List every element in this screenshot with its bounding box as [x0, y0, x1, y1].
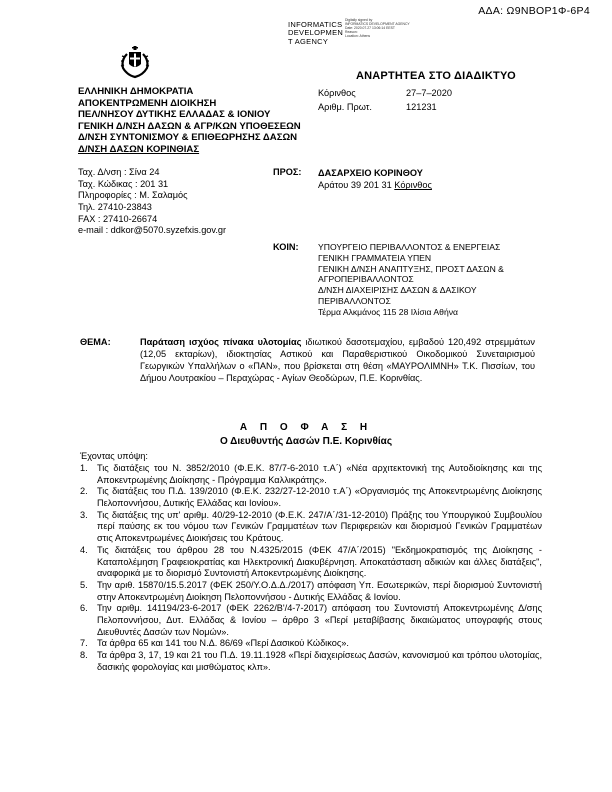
item-text: Τις διατάξεις της υπ' αριθμ. 40/29-12-2010 (Φ.Ε.Κ. 247/Α΄/31-12-2010) Πράξης του Υπουργικού Συμβουλίου περί παύσης εκ του νόμου των Γενικών Γραμματέων των Περιφερειών και διορισμού Γενικών Γραμματέων στις Αποκεντρωμένες Διοικήσεις του Κράτους.: [97, 509, 542, 544]
recipient-name: ΔΑΣΑΡΧΕΙΟ ΚΟΡΙΝΘΟΥ: [318, 168, 423, 178]
recipient-city: Κόρινθος: [394, 180, 432, 191]
date: 27–7–2020: [406, 88, 452, 98]
item-number: 3.: [80, 509, 88, 520]
list-item: [80, 603, 542, 638]
item-number: 5.: [80, 579, 88, 590]
contact-postcode: Ταχ. Κώδικας : 201 31: [78, 178, 169, 189]
item-number: 2.: [80, 486, 88, 497]
signature-detail-line: Reason:: [345, 29, 358, 34]
to-label: ΠΡΟΣ:: [273, 167, 302, 177]
signature-detail-line: INFORMATICS DEVELOPMENT AGENCY: [345, 21, 410, 26]
signature-detail-line: Location: Athens: [345, 33, 371, 38]
item-text: Τις διατάξεις του Ν. 3852/2010 (Φ.Ε.Κ. 87/7-6-2010 τ.Α΄) «Νέα αρχιτεκτονική της Αυτοδιοίκησης και της Αποκεντρωμένης Διοίκησης - Πρόγραμμα Καλλικράτης».: [97, 463, 542, 485]
issuing-authority: [78, 86, 301, 155]
list-item: [80, 580, 542, 603]
item-text: Τις διατάξεις του Π.Δ. 139/2010 (Φ.Ε.Κ. 232/27-12-2010 τ.Α΄) «Οργανισμός της Αποκεντρωμένης Διοίκησης Πελοποννήσου, Δυτικής Ελλάδας και Ιονίου».: [97, 486, 542, 509]
issuer-line: Δ/ΝΣΗ ΣΥΝΤΟΝΙΣΜΟΥ & ΕΠΙΘΕΩΡΗΣΗΣ ΔΑΣΩΝ: [78, 132, 298, 143]
greek-emblem-icon: [118, 42, 152, 83]
cc-line: Τέρμα Αλκμάνος 115 28 Ιλίσια Αθήνα: [318, 306, 458, 317]
issuer-line: ΠΕΛ/ΝΗΣΟΥ ΔΥΤΙΚΗΣ ΕΛΛΑΔΑΣ & ΙΟΝΙΟΥ: [78, 109, 271, 120]
list-item: [80, 545, 542, 580]
cc-line: ΑΓΡΟΠΕΡΙΒΑΛΛΟΝΤΟΣ: [318, 274, 414, 285]
signature-org-line: T AGENCY: [288, 36, 329, 46]
signature-org-line: INFORMATICS: [288, 20, 343, 29]
digital-signature-org: [288, 21, 343, 46]
cc-line: ΓΕΝΙΚΗ Δ/ΝΣΗ ΑΝΑΠΤΥΞΗΣ, ΠΡΟΣΤ ΔΑΣΩΝ &: [318, 263, 504, 274]
item-text: Την αριθ. 15870/15.5.2017 (ΦΕΚ 250/Υ.Ο.Δ.Δ./2017) απόφαση Υπ. Εσωτερικών, περί διορισμού Συντονιστή στην Αποκεντρωμένη Διοίκηση Πελοποννήσου - Δυτικής Ελλάδας & Ιονίου.: [97, 579, 542, 602]
item-number: 8.: [80, 650, 88, 660]
ada-code: ΑΔΑ: Ω9ΝΒΟΡ1Φ-6Ρ4: [478, 5, 590, 17]
contact-info: Πληροφορίες : Μ. Σαλαμός: [78, 190, 188, 201]
subject-body: ιδιωτικού δασοτεμαχίου, εμβαδού 120,492 στρεμμάτων (12,05 εκταρίων), ιδιοκτησίας Αστικού και Παραθεριστικού Οικοδομικού Συνεταιρισμού Γεωργικών Υπαλλήλων ο «ΠΑΝ», που βρίσκεται στη θέση «ΜΑΥΡΟΛΙΜΝΗ» Τ.Κ. Πισσίων, του Δήμου Λουτρακίου – Περαχώρας - Αγίων Θεοδώρων, Π.Ε. Κορινθίας.: [140, 337, 536, 383]
list-item: [80, 650, 542, 673]
subject-label: ΘΕΜΑ:: [80, 337, 111, 347]
item-text: Τα άρθρα 65 και 141 του Ν.Δ. 86/69 «Περί Δασικού Κώδικος».: [97, 638, 349, 649]
cc-line: Δ/ΝΣΗ ΔΙΑΧΕΙΡΙΣΗΣ ΔΑΣΩΝ & ΔΑΣΙΚΟΥ: [318, 285, 477, 296]
list-item: [80, 486, 542, 509]
place-date-block: [318, 87, 452, 115]
director-title: Ο Διευθυντής Δασών Π.Ε. Κορινθίας: [219, 436, 393, 447]
cc-line: ΓΕΝΙΚΗ ΓΡΑΜΜΑΤΕΙΑ ΥΠΕΝ: [318, 252, 432, 263]
contact-details: [78, 167, 226, 237]
recipient: [318, 167, 432, 192]
signature-detail-line: Digitally signed by: [345, 18, 373, 22]
item-number: 7.: [80, 638, 88, 649]
item-text: Την αριθμ. 141194/23-6-2017 (ΦΕΚ 2262/Β'/4-7-2017) απόφαση του Συντονιστή Αποκεντρωμένης Δ/σης Πελοποννήσου, Δυτ. Ελλάδας & Ιονίου – άρθρο 3 «Περί μεταβίβασης δικαιώματος υπογραφής στους Διευθυντές Δασών των Νομών».: [97, 603, 542, 637]
decision-title: Α Π Ο Φ Α Σ Η: [239, 422, 373, 433]
item-text: Τα άρθρα 3, 17, 19 και 21 του Π.Δ. 19.11.1928 «Περί διαχειρίσεως Δασών, κανονισμού και τρόπου υλοτομίας, δασικής φορολογίας και μισθώματος κλπ».: [97, 650, 542, 672]
digital-signature-details: [345, 19, 410, 39]
list-item: [80, 510, 542, 545]
contact-phone: Τηλ. 27410-23843: [78, 202, 152, 213]
contact-email: e-mail : ddkor@5070.syzefxis.gov.gr: [78, 225, 227, 236]
cc-line: ΠΕΡΙΒΑΛΛΟΝΤΟΣ: [318, 296, 391, 307]
list-item: [80, 463, 542, 486]
signature-org-line: DEVELOPMEN: [288, 28, 344, 38]
protocol-number: 121231: [406, 101, 437, 112]
item-number: 1.: [80, 463, 88, 473]
issuer-line: ΓΕΝΙΚΗ Δ/ΝΣΗ ΔΑΣΩΝ & ΑΓΡ/ΚΩΝ ΥΠΟΘΕΣΕΩΝ: [78, 120, 301, 132]
item-number: 6.: [80, 603, 88, 614]
cc-line: ΥΠΟΥΡΓΕΙΟ ΠΕΡΙΒΑΛΛΟΝΤΟΣ & ΕΝΕΡΓΕΙΑΣ: [318, 242, 501, 252]
contact-fax: FAX : 27410-26674: [78, 213, 158, 224]
issuer-line: ΕΛΛΗΝΙΚΗ ΔΗΜΟΚΡΑΤΙΑ: [78, 86, 194, 97]
issuer-line: ΑΠΟΚΕΝΤΡΩΜΕΝΗ ΔΙΟΙΚΗΣΗ: [78, 97, 217, 109]
issuer-line: Δ/ΝΣΗ ΔΑΣΩΝ ΚΟΡΙΝΘΙΑΣ: [78, 143, 200, 155]
cc-recipient: [318, 242, 504, 318]
list-item: [80, 638, 542, 650]
recipient-address: Αράτου 39 201 31: [318, 180, 392, 191]
item-text: Τις διατάξεις του άρθρου 28 του Ν.4325/2015 (ΦΕΚ 47/Α΄/2015) "Εκδημοκρατισμός της Διοίκησης - Καταπολέμηση Γραφειοκρατίας και Ηλεκτρονική Διακυβέρνηση. Αποκατάσταση αδικιών και άλλες διατάξεις", αναφορικά με το διορισμό Συντονιστή Αποκεντρωμένης Διοίκησης.: [97, 544, 542, 579]
publish-note: ΑΝΑΡΤΗΤΕΑ ΣΤΟ ΔΙΑΔΙΚΤΥΟ: [356, 70, 516, 82]
subject-text: [140, 337, 535, 385]
cc-label: ΚΟΙΝ:: [273, 242, 299, 252]
protocol-label: Αριθμ. Πρωτ.: [318, 101, 372, 112]
considerations-list: [80, 463, 542, 673]
considerations-intro: Έχοντας υπόψη:: [80, 451, 148, 461]
subject-bold: Παράταση ισχύος πίνακα υλοτομίας: [140, 337, 302, 347]
place: Κόρινθος: [318, 88, 356, 98]
signature-detail-line: Date: 2020.07.27 13:06:14 EEST: [345, 25, 395, 30]
contact-address: Ταχ. Δ/νση : Σίνα 24: [78, 167, 160, 177]
item-number: 4.: [80, 544, 88, 555]
